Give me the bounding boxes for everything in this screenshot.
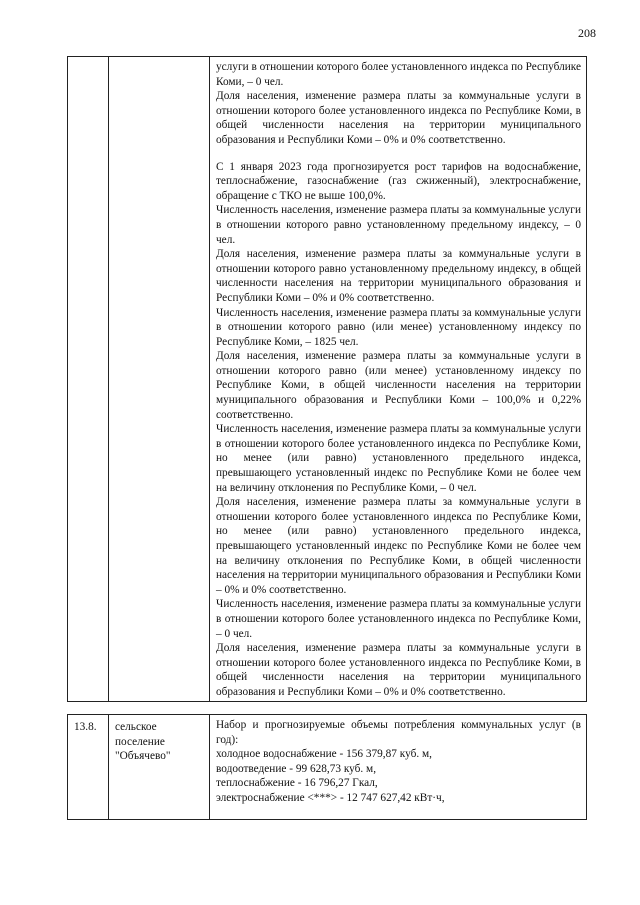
paragraph: услуги в отношении которого более установленного индекса по Республике Коми, – 0 чел. (216, 61, 581, 88)
description-cell (210, 57, 587, 702)
description-cell (210, 715, 587, 820)
municipality-name: сельское поселение "Объячево" (115, 721, 171, 763)
table-row (68, 715, 587, 820)
consumption-item: электроснабжение <***> - 12 747 627,42 кВт·ч, (216, 791, 445, 804)
paragraph: Доля населения, изменение размера платы за коммунальные услуги в отношении которого более установленного индекса по Республике Коми, но менее (или равно) установленного предельного индекса, превышающего установленный индекс по Республике Коми не более чем на величину отклонения по Республике Коми, в общей численности населения на территории муниципального образования и Республики Коми – 0% и 0% соответственно. (216, 496, 581, 596)
paragraph: Набор и прогнозируемые объемы потребления коммунальных услуг (в год): (216, 719, 581, 746)
table-row (68, 57, 587, 702)
paragraph: Доля населения, изменение размера платы за коммунальные услуги в отношении которого более установленного индекса по Республике Коми, в общей численности населения на территории муниципального образования и Республики Коми – 0% и 0% соответственно. (216, 642, 581, 698)
paragraph: Численность населения, изменение размера платы за коммунальные услуги в отношении которого более установленного индекса по Республике Коми, – 0 чел. (216, 598, 581, 640)
page-number: 208 (578, 26, 596, 40)
row-number (68, 57, 108, 62)
paragraph: С 1 января 2023 года прогнозируется рост тарифов на водоснабжение, теплоснабжение, газоснабжение (газ сжиженный), электроснабжение, обращение с ТКО не выше 100,0%. (216, 160, 581, 202)
row-number-cell (68, 57, 109, 702)
paragraph: Доля населения, изменение размера платы за коммунальные услуги в отношении которого более установленного индекса по Республике Коми, в общей численности населения на территории муниципального образования и Республики Коми – 0% и 0% соответственно. (216, 90, 581, 146)
consumption-item: теплоснабжение - 16 796,27 Гкал, (216, 777, 378, 790)
paragraph: Численность населения, изменение размера платы за коммунальные услуги в отношении которого равно (или менее) установленному индексу по Республике Коми, – 1825 чел. (216, 306, 581, 348)
consumption-item: водоотведение - 99 628,73 куб. м, (216, 762, 377, 775)
paragraph: Доля населения, изменение размера платы за коммунальные услуги в отношении которого равно установленному предельному индексу, в общей численности населения на территории муниципального образования и Республики Коми – 0% и 0% соответственно. (216, 248, 581, 304)
paragraph: Доля населения, изменение размера платы за коммунальные услуги в отношении которого равно (или менее) установленному индексу по Республике Коми, в общей численности населения на территории муниципального образования и Республики Коми – 100,0% и 0,22% соответственно. (216, 350, 581, 421)
paragraph: Численность населения, изменение размера платы за коммунальные услуги в отношении которого более установленного индекса по Республике Коми, но менее (или равно) установленного предельного индекса, превышающего установленный индекс по Республике Коми не более чем на величину отклонения по Республике Коми, – 0 чел. (216, 423, 581, 494)
row-number-cell (68, 715, 109, 820)
municipality-cell (109, 715, 210, 820)
municipality-name (109, 57, 209, 62)
table-row-spacer (68, 702, 587, 715)
consumption-item: холодное водоснабжение - 156 379,87 куб. м, (216, 748, 432, 761)
document-table (67, 56, 587, 820)
row-number: 13.8. (74, 721, 97, 733)
spacer-cell (68, 702, 587, 715)
municipality-cell (109, 57, 210, 702)
paragraph: Численность населения, изменение размера платы за коммунальные услуги в отношении которого равно установленному предельному индексу, – 0 чел. (216, 204, 581, 246)
